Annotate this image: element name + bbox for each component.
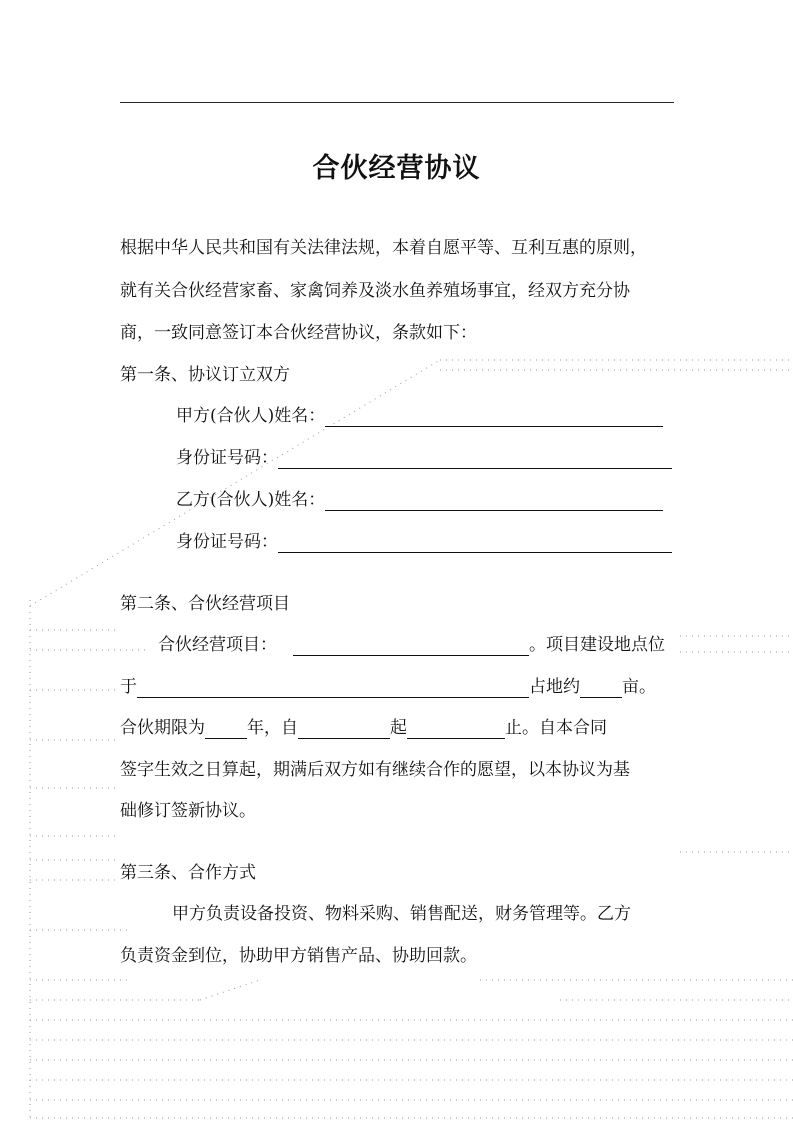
term-label: 合伙期限为 xyxy=(120,718,205,738)
article2-line-5: 础修订签新协议。 xyxy=(120,801,256,821)
party-a-name-label: 甲方(合伙人)姓名： xyxy=(176,406,326,426)
article2-line-3 xyxy=(120,717,607,739)
location-field[interactable] xyxy=(137,679,529,698)
project-field[interactable] xyxy=(293,637,529,656)
party-a-id-label: 身份证号码： xyxy=(176,448,278,468)
project-label: 合伙经营项目： xyxy=(158,635,277,655)
location-label: 。项目建设地点位 xyxy=(529,635,665,655)
article3-heading: 第三条、合作方式 xyxy=(120,863,256,883)
party-b-name-label: 乙方(合伙人)姓名： xyxy=(176,490,326,510)
area-unit: 亩。 xyxy=(622,677,656,697)
article2-line-2 xyxy=(120,676,656,698)
header-rule xyxy=(120,102,674,103)
article1-heading: 第一条、协议订立双方 xyxy=(120,365,290,385)
intro-line-1: 根据中华人民共和国有关法律法规，本着自愿平等、互利互惠的原则， xyxy=(120,238,647,258)
party-a-name-field[interactable] xyxy=(325,408,663,427)
term-end-label: 止。自本合同 xyxy=(505,718,607,738)
article2-heading: 第二条、合伙经营项目 xyxy=(120,594,290,614)
area-label: 占地约 xyxy=(529,677,580,697)
party-a-id-field[interactable] xyxy=(278,450,672,469)
term-from-label: 年，自 xyxy=(247,718,298,738)
party-b-id-row xyxy=(176,531,672,553)
term-end-field[interactable] xyxy=(407,720,505,739)
party-b-id-label: 身份证号码： xyxy=(176,532,278,552)
article2-line-4: 签字生效之日算起，期满后双方如有继续合作的愿望，以本协议为基 xyxy=(120,760,630,780)
area-field[interactable] xyxy=(580,679,622,698)
party-a-name-row xyxy=(176,405,663,427)
party-a-id-row xyxy=(176,447,672,469)
party-b-name-field[interactable] xyxy=(325,492,663,511)
party-b-id-field[interactable] xyxy=(278,534,672,553)
term-start-field[interactable] xyxy=(298,720,390,739)
term-years-field[interactable] xyxy=(205,720,247,739)
article3-line-1: 甲方负责设备投资、物料采购、销售配送，财务管理等。乙方 xyxy=(172,904,631,924)
article2-line-1 xyxy=(158,634,665,656)
party-b-name-row xyxy=(176,489,663,511)
article3-line-2: 负责资金到位，协助甲方销售产品、协助回款。 xyxy=(120,946,477,966)
location-prefix: 于 xyxy=(120,677,137,697)
intro-line-3: 商，一致同意签订本合伙经营协议，条款如下： xyxy=(120,323,477,343)
document-title: 合伙经营协议 xyxy=(312,153,481,184)
term-start-label: 起 xyxy=(390,718,407,738)
intro-line-2: 就有关合伙经营家畜、家禽饲养及淡水鱼养殖场事宜，经双方充分协 xyxy=(120,281,630,301)
